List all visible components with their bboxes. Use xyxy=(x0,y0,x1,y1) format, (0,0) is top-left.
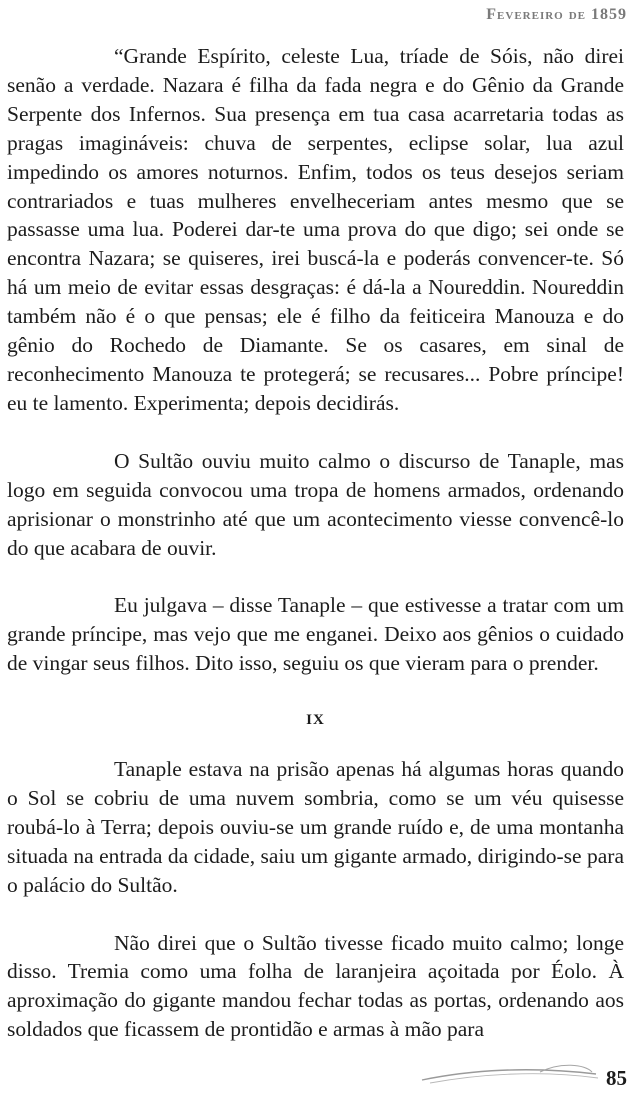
running-header: Fevereiro de 1859 xyxy=(486,6,627,23)
paragraph: “Grande Espírito, celeste Lua, tríade de Sóis, não direi senão a verdade. Nazara é filha da fada negra e do Gênio da Grande Serpente dos Infernos. Sua presença em tua casa acarretaria todas as pragas imagináveis: chuva de serpentes, eclipse solar, lua azul impedindo os amores noturnos. Enfim, todos os teus desejos seriam contrariados e tuas mulheres envelheceriam antes mesmo que se passasse uma lua. Poderei dar-te uma prova do que digo; sei onde se encontra Nazara; se quiseres, irei buscá-la e poderás convencer-te. Só há um meio de evitar essas desgraças: é dá-la a Noureddin. Noureddin também não é o que pensas; ele é filho da feiticeira Manouza e do gênio do Rochedo de Diamante. Se os casares, em sinal de reconhecimento Manouza te protegerá; se recusares... Pobre príncipe! eu te lamento. Experimenta; depois decidirás. xyxy=(7,44,624,415)
page-body xyxy=(7,42,624,1044)
chapter-heading: IX xyxy=(306,712,325,729)
page-number: 85 xyxy=(606,1066,627,1090)
footer-flourish-ornament xyxy=(420,1060,600,1090)
paragraph: Não direi que o Sultão tivesse ficado muito calmo; longe disso. Tremia como uma folha de laranjeira açoitada por Éolo. À aproximação do gigante mandou fechar todas as portas, ordenando aos soldados que ficassem de prontidão e armas à mão para xyxy=(7,930,624,1042)
paragraph: Tanaple estava na prisão apenas há algumas horas quando o Sol se cobriu de uma nuvem sombria, como se um véu quisesse roubá-lo à Terra; depois ouviu-se um grande ruído e, de uma montanha situada na entrada da cidade, saiu um gigante armado, dirigindo-se para o palácio do Sultão. xyxy=(7,757,624,897)
paragraph: Eu julgava – disse Tanaple – que estivesse a tratar com um grande príncipe, mas vejo que me enganei. Deixo aos gênios o cuidado de vingar seus filhos. Dito isso, seguiu os que vieram para o prender. xyxy=(7,593,624,676)
paragraph: O Sultão ouviu muito calmo o discurso de Tanaple, mas logo em seguida convocou uma tropa de homens armados, ordenando aprisionar o monstrinho até que um acontecimento viesse convencê-lo do que acabara de ouvir. xyxy=(7,448,624,560)
